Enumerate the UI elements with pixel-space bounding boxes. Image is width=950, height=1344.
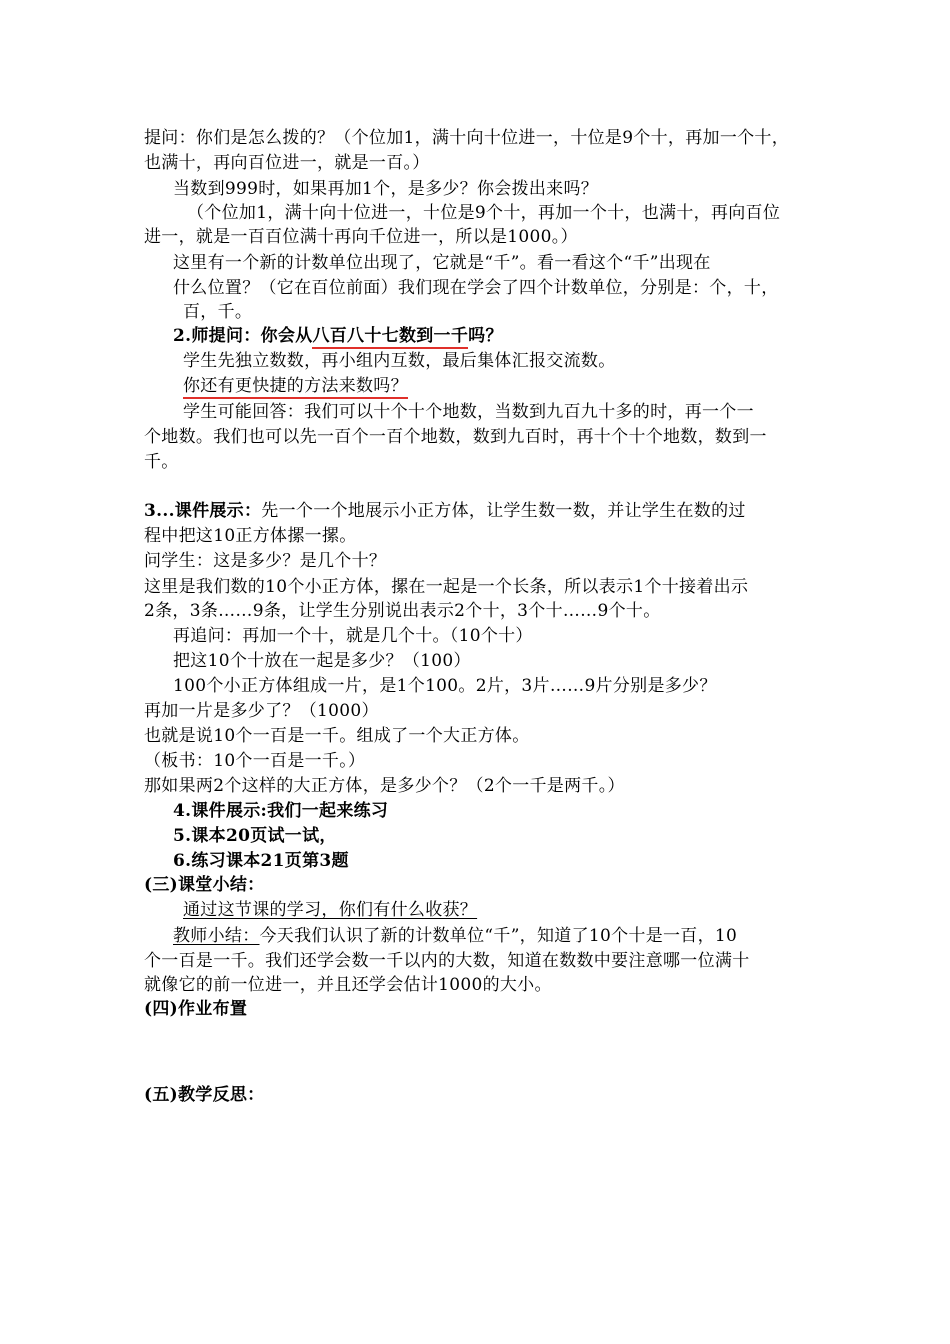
paragraph-line: 什么位置？（它在百位前面）我们现在学会了四个计数单位，分别是：个，十， — [173, 278, 779, 298]
paragraph-line: 也就是说10个一百是一千。组成了一个大正方体。 — [144, 726, 530, 746]
paragraph-line: 提问：你们是怎么拨的？（个位加1，满十向十位进一，十位是9个十，再加一个十， — [144, 128, 790, 148]
paragraph-line: （个位加1，满十向十位进一，十位是9个十，再加一个十，也满十，再向百位 — [187, 203, 781, 223]
section-heading-2 — [173, 324, 503, 348]
underlined-question: 通过这节课的学习，你们有什么收获？ — [183, 900, 478, 920]
paragraph-line: 把这10个十放在一起是多少？（100） — [173, 651, 471, 671]
paragraph-line: 学生可能回答：我们可以十个十个地数，当数到九百九十多的时，再一个一 — [183, 402, 754, 422]
section-heading-4: 4.课件展示:我们一起来练习 — [173, 801, 389, 821]
paragraph-line: 千。 — [144, 452, 179, 472]
paragraph-line — [144, 499, 746, 523]
underlined-label: 教师小结： — [173, 926, 260, 946]
paragraph-line: 也满十，再向百位进一，就是一百。） — [144, 153, 430, 173]
heading-text: 吗？ — [468, 326, 503, 346]
underlined-question: 你还有更快捷的方法来数吗？ — [183, 376, 408, 399]
paragraph-line: 百，千。 — [183, 302, 253, 322]
heading-text: 2.师提问：你会从 — [173, 326, 313, 346]
paragraph-line: 问学生：这是多少？是几个十？ — [144, 551, 387, 571]
underlined-phrase: 八百八十七数到一千 — [312, 326, 468, 349]
section-heading-summary: (三)课堂小结： — [144, 875, 265, 895]
paragraph-line: 当数到999时，如果再加1个，是多少？你会拨出来吗？ — [173, 179, 599, 199]
paragraph-line: 100个小正方体组成一片，是1个100。2片，3片……9片分别是多少？ — [173, 676, 717, 696]
paragraph-line: 2条，3条……9条，让学生分别说出表示2个十，3个十……9个十。 — [144, 601, 661, 621]
paragraph-line: 个地数。我们也可以先一百个一百个地数，数到九百时，再十个十个地数，数到一 — [144, 427, 767, 447]
paragraph-line — [183, 898, 477, 922]
paragraph-line: 程中把这10正方体摞一摞。 — [144, 526, 357, 546]
section-heading-homework: (四)作业布置 — [144, 999, 248, 1019]
paragraph-line: 这里是我们数的10个小正方体，摞在一起是一个长条，所以表示1个十接着出示 — [144, 577, 749, 597]
paragraph-line — [173, 924, 737, 948]
paragraph-line: 再加一片是多少了？（1000） — [144, 701, 379, 721]
section-heading-5: 5.课本20页试一试， — [173, 826, 337, 846]
paragraph-line: 那如果两2个这样的大正方体，是多少个？（2个一千是两千。） — [144, 776, 625, 796]
paragraph-line — [183, 374, 408, 398]
section-label: 3...课件展示： — [144, 501, 262, 521]
paragraph-line: 个一百是一千。我们还学会数一千以内的大数，知道在数数中要注意哪一位满十 — [144, 951, 750, 971]
paragraph-line: 这里有一个新的计数单位出现了，它就是“千”。看一看这个“千”出现在 — [173, 253, 711, 273]
paragraph-line: （板书：10个一百是一千。） — [144, 751, 366, 771]
section-heading-reflection: (五)教学反思： — [144, 1085, 265, 1105]
paragraph-line: 就像它的前一位进一，并且还学会估计1000的大小。 — [144, 975, 552, 995]
paragraph-text: 先一个一个地展示小正方体，让学生数一数，并让学生在数的过 — [261, 501, 746, 521]
paragraph-text: 今天我们认识了新的计数单位“千”，知道了10个十是一百，10 — [259, 926, 738, 946]
paragraph-line: 进一，就是一百百位满十再向千位进一，所以是1000。） — [144, 227, 578, 247]
paragraph-line: 学生先独立数数，再小组内互数，最后集体汇报交流数。 — [183, 351, 616, 371]
paragraph-line: 再追问：再加一个十，就是几个十。（10个十） — [173, 626, 533, 646]
section-heading-6: 6.练习课本21页第3题 — [173, 851, 349, 871]
